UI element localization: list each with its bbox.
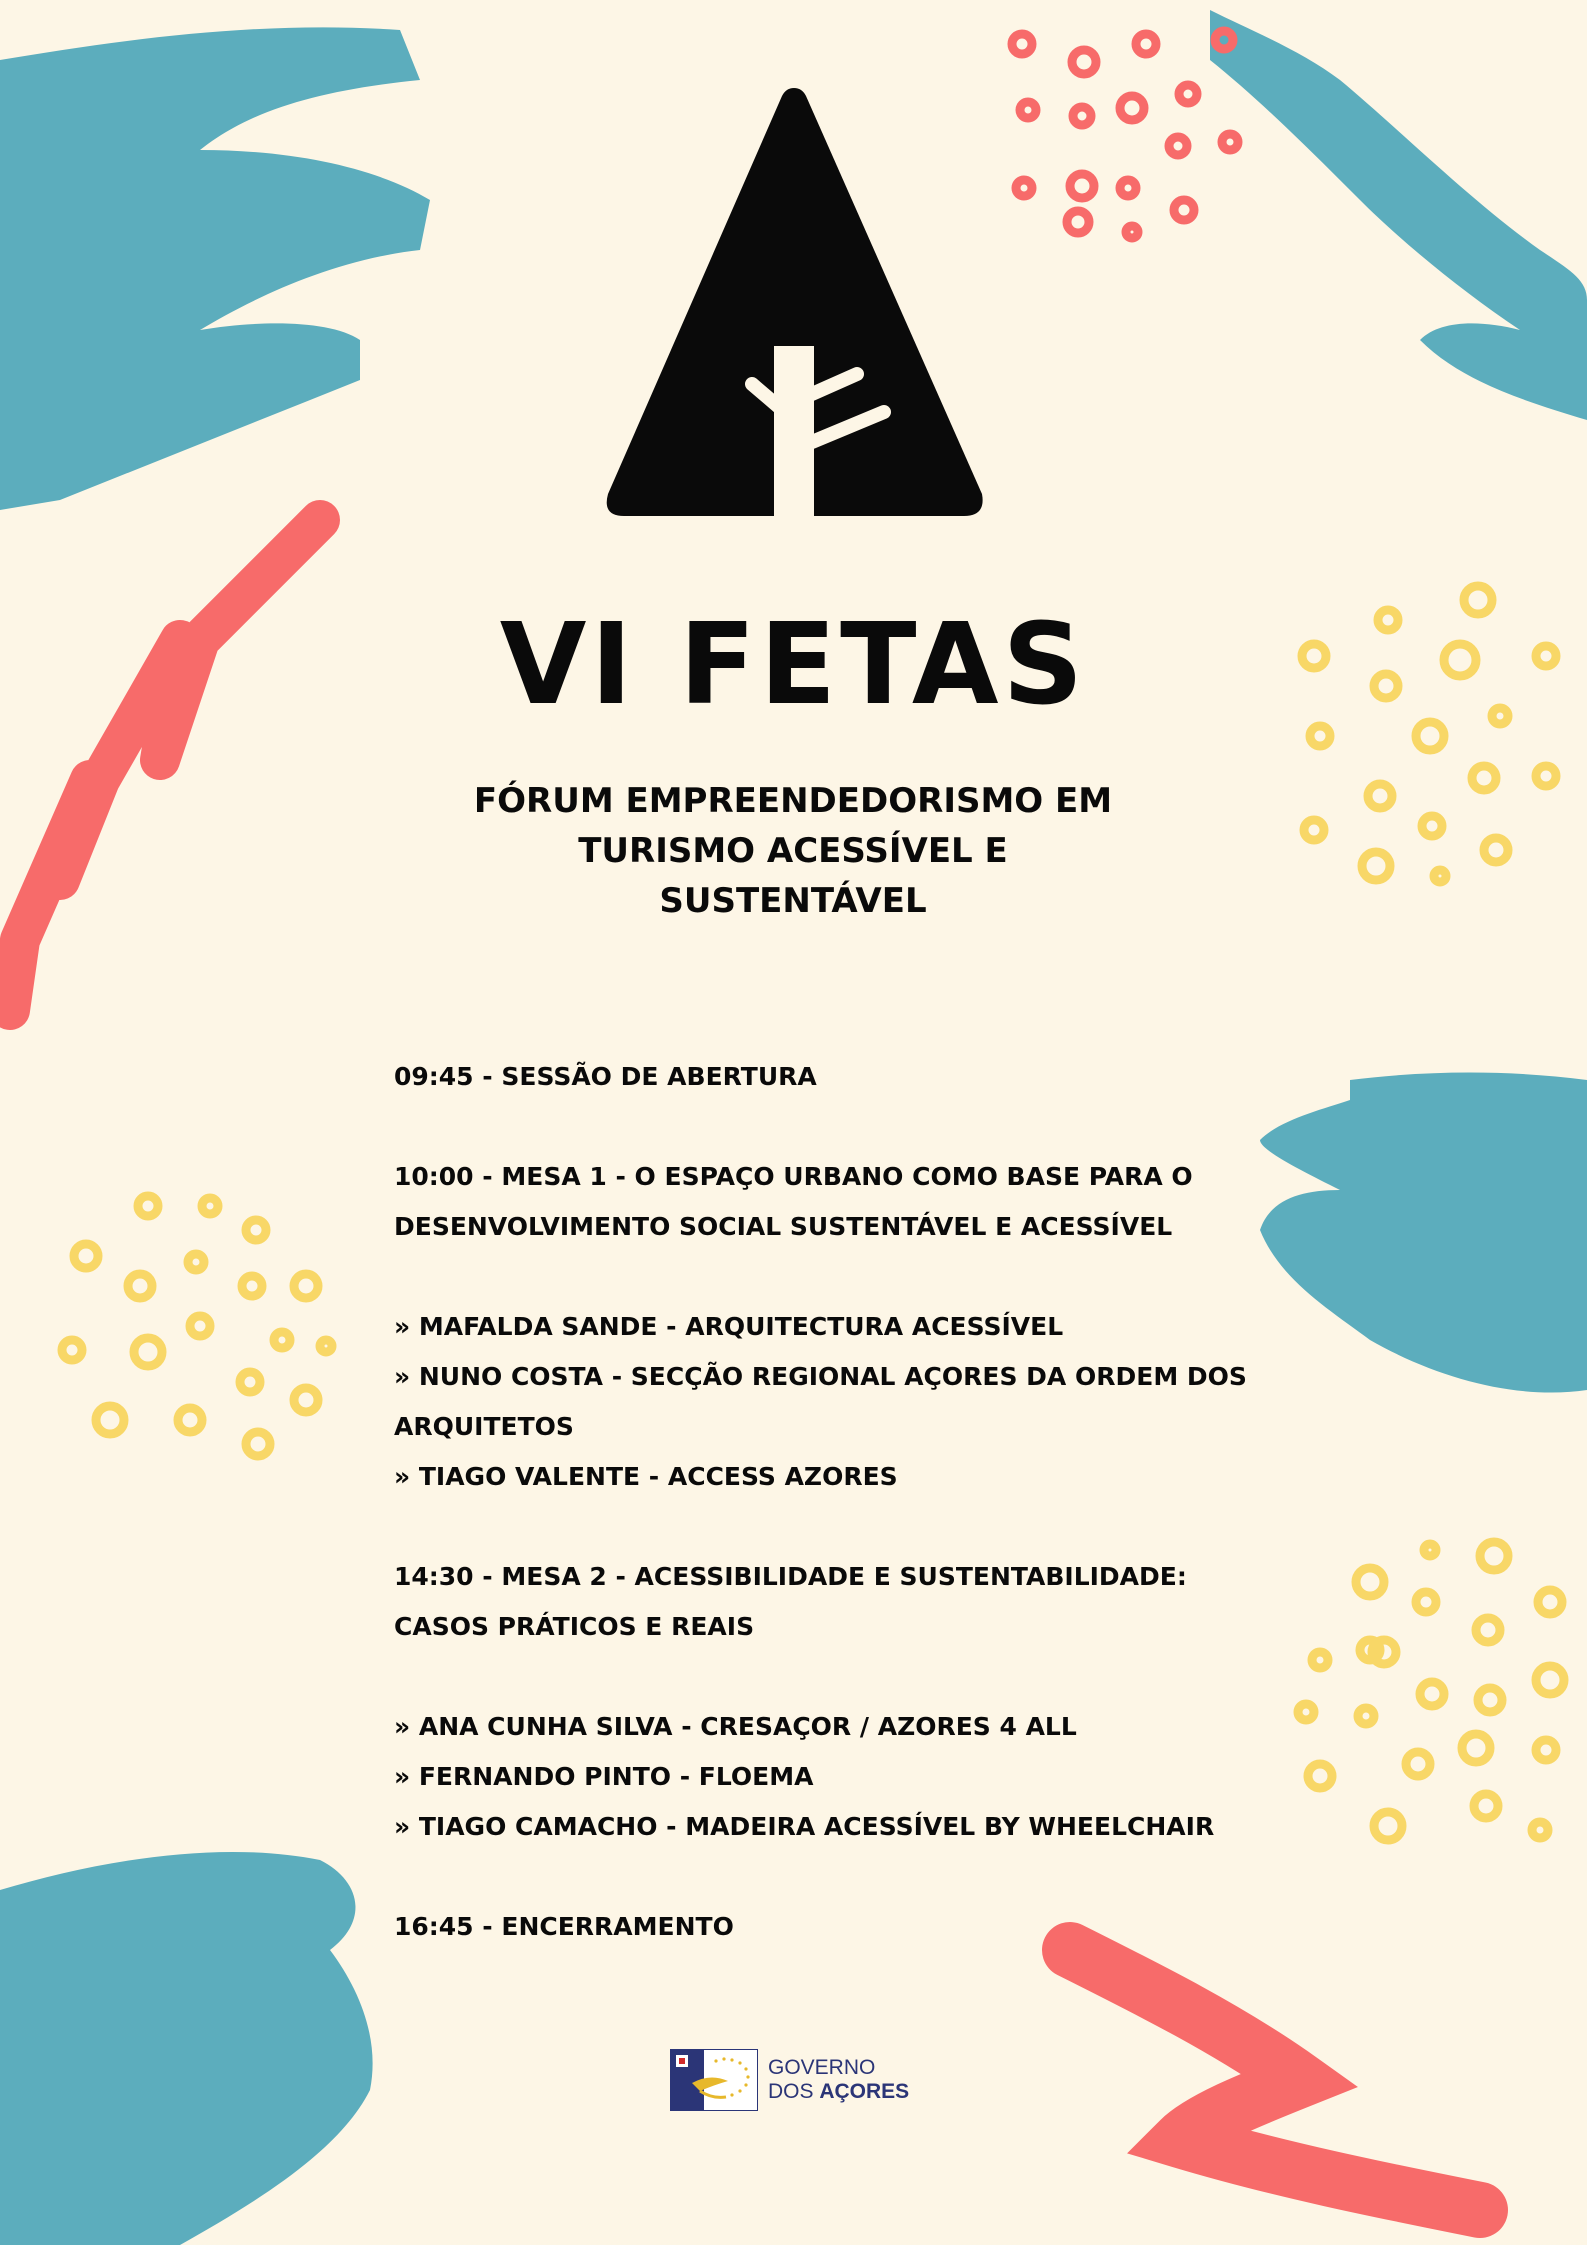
governo-line2-bold: AÇORES (819, 2080, 910, 2103)
governo-text (768, 2056, 909, 2104)
program-line: CASOS PRÁTICOS E REAIS (394, 1612, 755, 1641)
program-spacer (394, 1652, 1294, 1702)
subtitle-line: FÓRUM EMPREENDEDORISMO EM (473, 781, 1113, 821)
triangle-tree-logo (602, 84, 986, 520)
program-spacer (394, 1852, 1294, 1902)
teal-brush-top-right (1210, 10, 1587, 420)
governo-line2 (768, 2080, 909, 2104)
program-line: DESENVOLVIMENTO SOCIAL SUSTENTÁVEL E ACESSÍVEL (394, 1212, 1173, 1241)
program-spacer (394, 1102, 1294, 1152)
teal-brush-bottom-left (0, 1852, 373, 2245)
program-spacer (394, 1252, 1294, 1302)
governo-line2-prefix: DOS (768, 2080, 820, 2103)
yellow-dots-right-lower (1298, 1542, 1564, 1840)
program-spacer (394, 1502, 1294, 1552)
subtitle-line: TURISMO ACESSÍVEL E (578, 831, 1008, 871)
program-line: 14:30 - MESA 2 - ACESSIBILIDADE E SUSTENTABILIDADE: (394, 1562, 1187, 1591)
program-line: » MAFALDA SANDE - ARQUITECTURA ACESSÍVEL (394, 1312, 1064, 1341)
program-line: 16:45 - ENCERRAMENTO (394, 1912, 734, 1941)
program-line: » ANA CUNHA SILVA - CRESAÇOR / AZORES 4 ALL (394, 1712, 1077, 1741)
yellow-dots-left-middle (62, 1196, 332, 1456)
coral-brush-bottom-right (1070, 1950, 1480, 2210)
coral-dots (1012, 31, 1238, 238)
coral-zigzag-left (10, 520, 320, 1010)
program-line: ARQUITETOS (394, 1412, 574, 1441)
program-line: 10:00 - MESA 1 - O ESPAÇO URBANO COMO BASE PARA O (394, 1162, 1193, 1191)
governo-line1: GOVERNO (768, 2056, 876, 2079)
program-line: 09:45 - SESSÃO DE ABERTURA (394, 1062, 817, 1091)
event-title: VI FETAS (499, 600, 1088, 730)
program-line: » FERNANDO PINTO - FLOEMA (394, 1762, 814, 1791)
program-line: » NUNO COSTA - SECÇÃO REGIONAL AÇORES DA ORDEM DOS (394, 1362, 1247, 1391)
teal-brush-top-left (0, 27, 430, 510)
program-schedule (394, 1052, 1294, 1952)
program-line: » TIAGO VALENTE - ACCESS AZORES (394, 1462, 898, 1491)
teal-brush-middle-right (1260, 1073, 1587, 1393)
governo-dos-acores-logo (670, 2048, 930, 2112)
subtitle-line: SUSTENTÁVEL (659, 881, 927, 921)
azores-flag-icon (670, 2049, 758, 2111)
event-subtitle (393, 776, 1193, 926)
program-line: » TIAGO CAMACHO - MADEIRA ACESSÍVEL BY WHEELCHAIR (394, 1812, 1215, 1841)
